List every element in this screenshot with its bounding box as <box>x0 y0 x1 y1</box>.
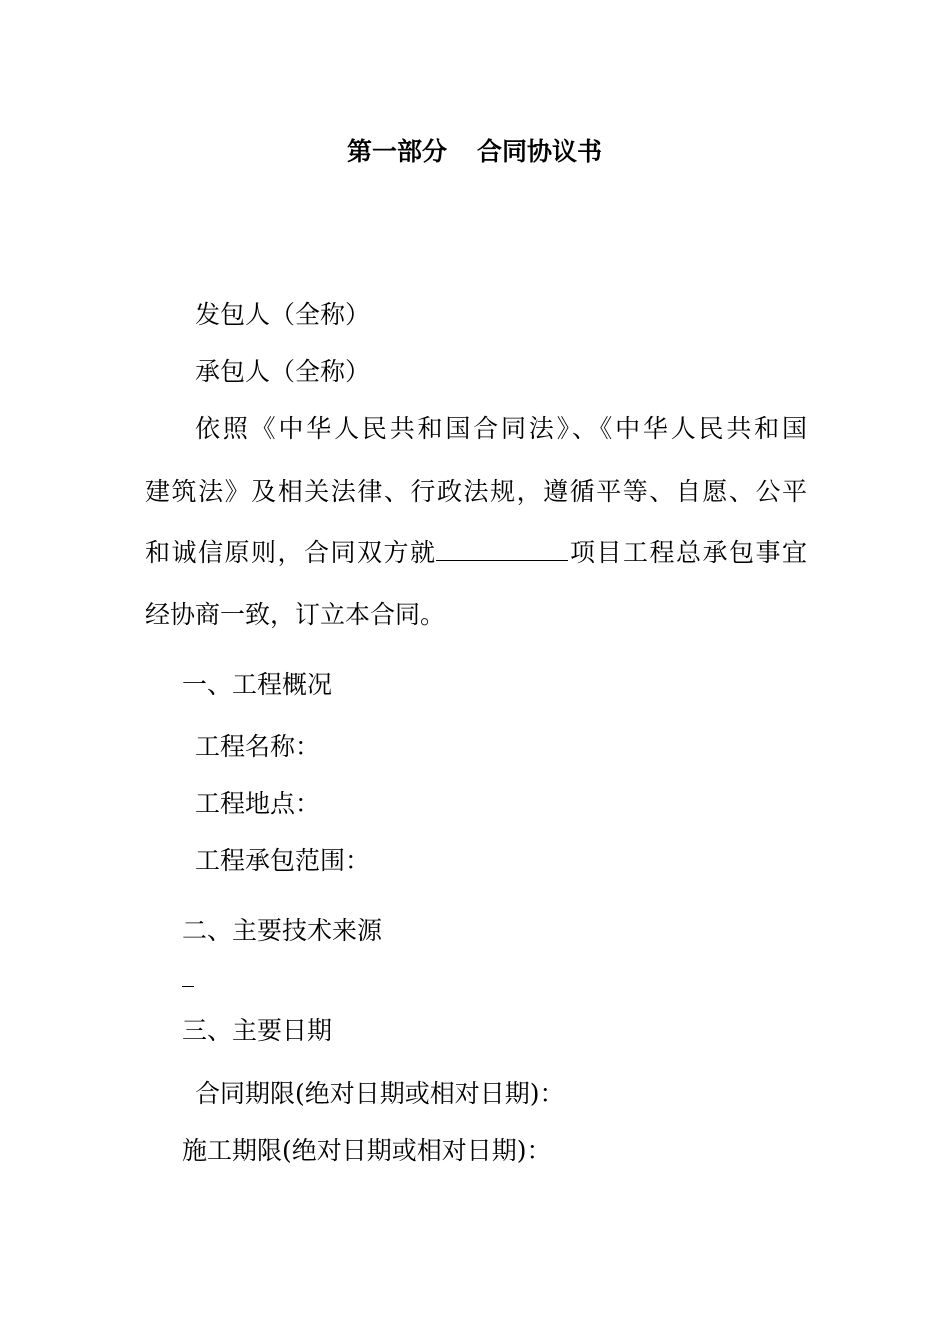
construction-period-label: 施工期限(绝对日期或相对日期)： <box>182 1136 552 1165</box>
project-name-blank <box>436 538 568 561</box>
section-2-heading: 二、主要技术来源 <box>182 916 383 945</box>
contractor-label: 承包人（全称） <box>195 357 371 386</box>
title-name: 合同协议书 <box>477 137 603 166</box>
project-scope-label: 工程承包范围： <box>195 846 371 875</box>
paragraph-line-1: 依照《中华人民共和国合同法》、《中华人民共和国 <box>195 414 807 443</box>
paragraph-line-3-after: 项目工程总承包事宜 <box>568 538 807 567</box>
employer-label: 发包人（全称） <box>195 300 371 329</box>
title-part: 第一部分 <box>347 137 448 166</box>
contract-period-label: 合同期限(绝对日期或相对日期)： <box>195 1079 565 1108</box>
paragraph-line-3 <box>145 538 807 568</box>
technology-source-blank <box>182 986 194 987</box>
section-1-heading: 一、工程概况 <box>182 670 333 699</box>
paragraph-line-4: 经协商一致，订立本合同。 <box>145 600 446 629</box>
paragraph-line-2: 建筑法》及相关法律、行政法规，遵循平等、自愿、公平 <box>145 477 807 506</box>
paragraph-line-3-before: 和诚信原则，合同双方就 <box>145 538 437 567</box>
page-title <box>347 137 602 167</box>
section-3-heading: 三、主要日期 <box>182 1016 333 1045</box>
project-location-label: 工程地点： <box>195 789 321 818</box>
project-name-label: 工程名称： <box>195 732 321 761</box>
